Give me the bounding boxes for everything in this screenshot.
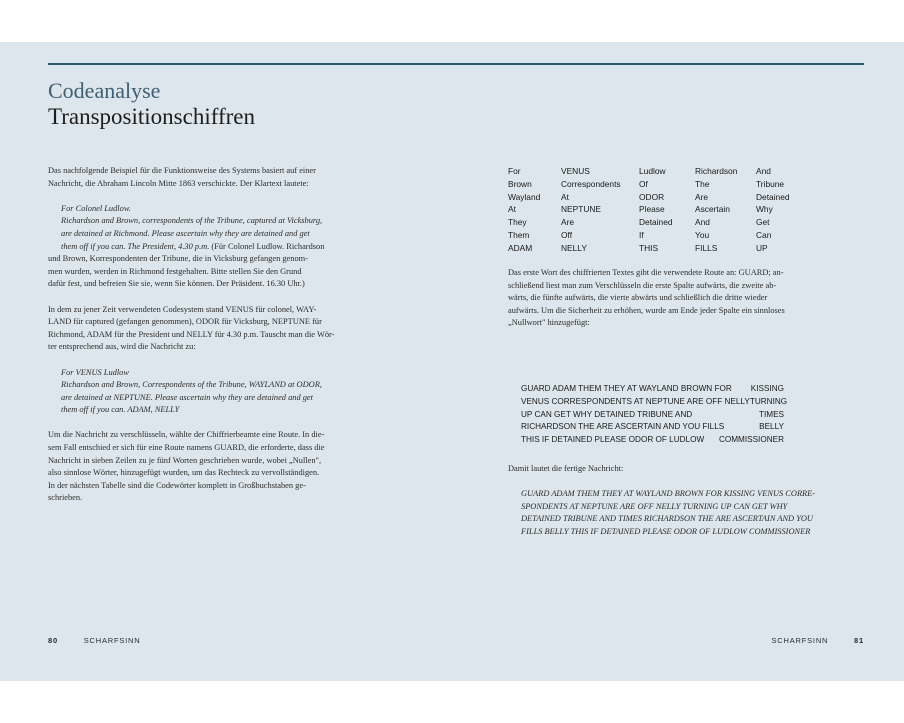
cipher-text: UP CAN GET WHY DETAINED TRIBUNE AND — [521, 409, 693, 419]
route-para-line: schließend liest man zum Verschlüsseln die erste Spalte aufwärts, die zweite ab- — [508, 280, 777, 290]
cipher-text: RICHARDSON THE ARE ASCERTAIN AND YOU FILLS — [521, 422, 725, 432]
table-cell: VENUS — [561, 166, 590, 176]
quote2-line: them off if you can. ADAM, NELLY — [61, 405, 180, 415]
table-cell: UP — [756, 242, 768, 253]
table-cell: At — [508, 204, 516, 215]
table-row — [508, 165, 796, 178]
table-cell: ADAM — [508, 242, 533, 253]
codeword-quote — [48, 367, 348, 417]
para3-line: schrieben. — [48, 493, 83, 503]
table-cell: Correspondents — [561, 178, 621, 189]
cipher-null: KISSING — [750, 384, 784, 393]
final-intro-text: Damit lautet die fertige Nachricht: — [508, 464, 624, 473]
cipher-null: COMMISSIONER — [718, 435, 784, 445]
table-cell: If — [639, 229, 644, 240]
translation-start: (Für Colonel Ludlow. Richardson — [209, 241, 325, 251]
table-cell: Richardson — [695, 166, 738, 176]
para2-line: Richmond, ADAM für the President und NELLY für 4.30 p.m. Tauscht man die Wör- — [48, 329, 335, 339]
header-rule — [48, 63, 864, 65]
quote-signature: them off if you can. The President, 4.30 p.m. — [61, 241, 210, 251]
right-column — [508, 267, 808, 330]
table-cell: Detained — [639, 217, 673, 228]
table-cell: Wayland — [508, 191, 541, 202]
table-cell: Detained — [756, 191, 790, 202]
table-row — [508, 178, 796, 191]
final-message — [521, 488, 815, 538]
intro-line: Nachricht, die Abraham Lincoln Mitte 1863 verschickte. Der Klartext lautete: — [48, 178, 309, 188]
table-cell: Off — [561, 229, 573, 240]
final-line: DETAINED TRIBUNE AND TIMES RICHARDSON THE ARE ASCERTAIN AND YOU — [521, 514, 813, 524]
table-cell: You — [695, 229, 710, 240]
table-cell: And — [695, 217, 710, 228]
table-row — [508, 242, 796, 255]
cipher-text: THIS IF DETAINED PLEASE ODOR OF LUDLOW — [521, 435, 705, 445]
table-cell: Are — [695, 191, 709, 202]
quote-salutation: For Colonel Ludlow. — [61, 203, 131, 213]
cipher-line — [521, 434, 784, 447]
quote2-line: For VENUS Ludlow — [61, 367, 129, 377]
table-row — [508, 216, 796, 229]
table-row — [508, 203, 796, 216]
page-number-left: 80 — [48, 636, 58, 645]
table-row — [508, 229, 796, 242]
para3-line: In der nächsten Tabelle sind die Codewörter komplett in Großbuchstaben ge- — [48, 480, 306, 490]
table-cell: Ascertain — [695, 204, 730, 215]
table-cell: THIS — [639, 242, 659, 253]
quote-line — [61, 241, 348, 254]
final-line: GUARD ADAM THEM THEY AT WAYLAND BROWN FOR KISSING VENUS CORRE- — [521, 489, 816, 498]
translation-line: dafür fest, und befreien Sie sie, wenn Sie können. Der Präsident. 16.30 Uhr.) — [48, 279, 305, 289]
running-title-left: SCHARFSINN — [83, 636, 141, 645]
cipher-line — [521, 383, 784, 396]
para2-line: ter entsprechend aus, wird die Nachricht zu: — [48, 342, 196, 352]
quote2-line: are detained at NEPTUNE. Please ascertain why they are detained and get — [61, 392, 313, 402]
route-table — [508, 165, 796, 255]
quote-line: Richardson and Brown, correspondents of the Tribune, captured at Vicksburg, — [61, 216, 323, 226]
left-column — [48, 165, 348, 505]
cipher-text: GUARD ADAM THEM THEY AT WAYLAND BROWN FOR — [521, 384, 732, 393]
table-cell: Get — [756, 217, 770, 228]
table-cell: Can — [756, 229, 772, 240]
table-cell: Why — [756, 204, 773, 215]
table-cell: Are — [561, 217, 575, 228]
para3-line: also sinnlose Wörter, hinzugefügt wurden, um das Rechteck zu vervollständigen. — [48, 468, 320, 478]
para3-line: Um die Nachricht zu verschlüsseln, wählte der Chiffrierbeamte eine Route. In die- — [48, 430, 325, 440]
table-cell: Brown — [508, 178, 532, 189]
route-para-line: Das erste Wort des chiffrierten Textes gibt die verwendete Route an: GUARD; an- — [508, 268, 784, 277]
table-cell: Them — [508, 229, 530, 240]
table-row — [508, 191, 796, 204]
table-cell: At — [561, 191, 569, 202]
final-intro — [508, 463, 623, 476]
table-cell: ODOR — [639, 191, 665, 202]
table-cell: The — [695, 178, 710, 189]
table-cell: For — [508, 166, 521, 176]
translation-line: men wurden, werden in Richmond festgehalten. Bitte stellen Sie den Grund — [48, 266, 302, 276]
table-cell: And — [756, 166, 771, 176]
footer-right — [772, 636, 865, 645]
para2-line: LAND für captured (gefangen genommen), ODOR für Vicksburg, NEPTUNE für — [48, 317, 322, 327]
cipher-line — [521, 396, 788, 409]
cipher-null: TURNING — [749, 396, 788, 406]
page-number-right: 81 — [854, 636, 864, 645]
final-line: FILLS BELLY THIS IF DETAINED PLEASE ODOR OF LUDLOW COMMISSIONER — [521, 526, 811, 536]
cipher-line — [521, 421, 784, 434]
quote-line: are detained at Richmond. Please ascertain why they are detained and get — [61, 228, 310, 238]
table-cell: NEPTUNE — [561, 204, 602, 215]
footer-left — [48, 636, 141, 645]
cipher-line — [521, 409, 784, 422]
cipher-block — [521, 383, 788, 447]
section-kicker: Codeanalyse — [48, 78, 161, 103]
final-line: SPONDENTS AT NEPTUNE ARE OFF NELLY TURNING UP CAN GET WHY — [521, 501, 788, 511]
page-title: Transpositionschiffren — [48, 104, 255, 129]
route-para-line: wärts, die fünfte aufwärts, die vierte abwärts und schließlich die dritte wieder — [508, 293, 768, 303]
table-cell: Tribune — [756, 178, 785, 189]
table-cell: FILLS — [695, 242, 718, 253]
cipher-null: BELLY — [759, 422, 784, 432]
table-cell: Please — [639, 204, 665, 215]
cipher-text: VENUS CORRESPONDENTS AT NEPTUNE ARE OFF NELLY — [521, 396, 750, 406]
para2-line: In dem zu jener Zeit verwendeten Codesystem stand VENUS für colonel, WAY- — [48, 304, 317, 314]
route-para-line: aufwärts. Um die Sicherheit zu erhöhen, wurde am Ende jeder Spalte ein sinnloses — [508, 305, 785, 315]
route-para-line: „Nullwort" hinzugefügt: — [508, 318, 590, 328]
plaintext-quote — [48, 203, 348, 253]
table-cell: NELLY — [561, 242, 587, 253]
para3-line: sem Fall entschied er sich für eine Route namens GUARD, die erforderte, dass die — [48, 443, 325, 453]
para3-line: Nachricht in sieben Zeilen zu je fünf Worten geschrieben wurde, wobei „Nullen", — [48, 455, 322, 465]
table-cell: They — [508, 217, 527, 228]
table-cell: Ludlow — [639, 166, 666, 176]
cipher-null: TIMES — [758, 409, 784, 419]
translation-line: und Brown, Korrespondenten der Tribune, die in Vicksburg gefangen genom- — [48, 254, 308, 264]
table-cell: Of — [639, 178, 648, 189]
quote2-line: Richardson and Brown, Correspondents of the Tribune, WAYLAND at ODOR, — [61, 380, 322, 390]
intro-line: Das nachfolgende Beispiel für die Funktionsweise des Systems basiert auf einer — [48, 166, 316, 175]
running-title-right: SCHARFSINN — [771, 636, 829, 645]
